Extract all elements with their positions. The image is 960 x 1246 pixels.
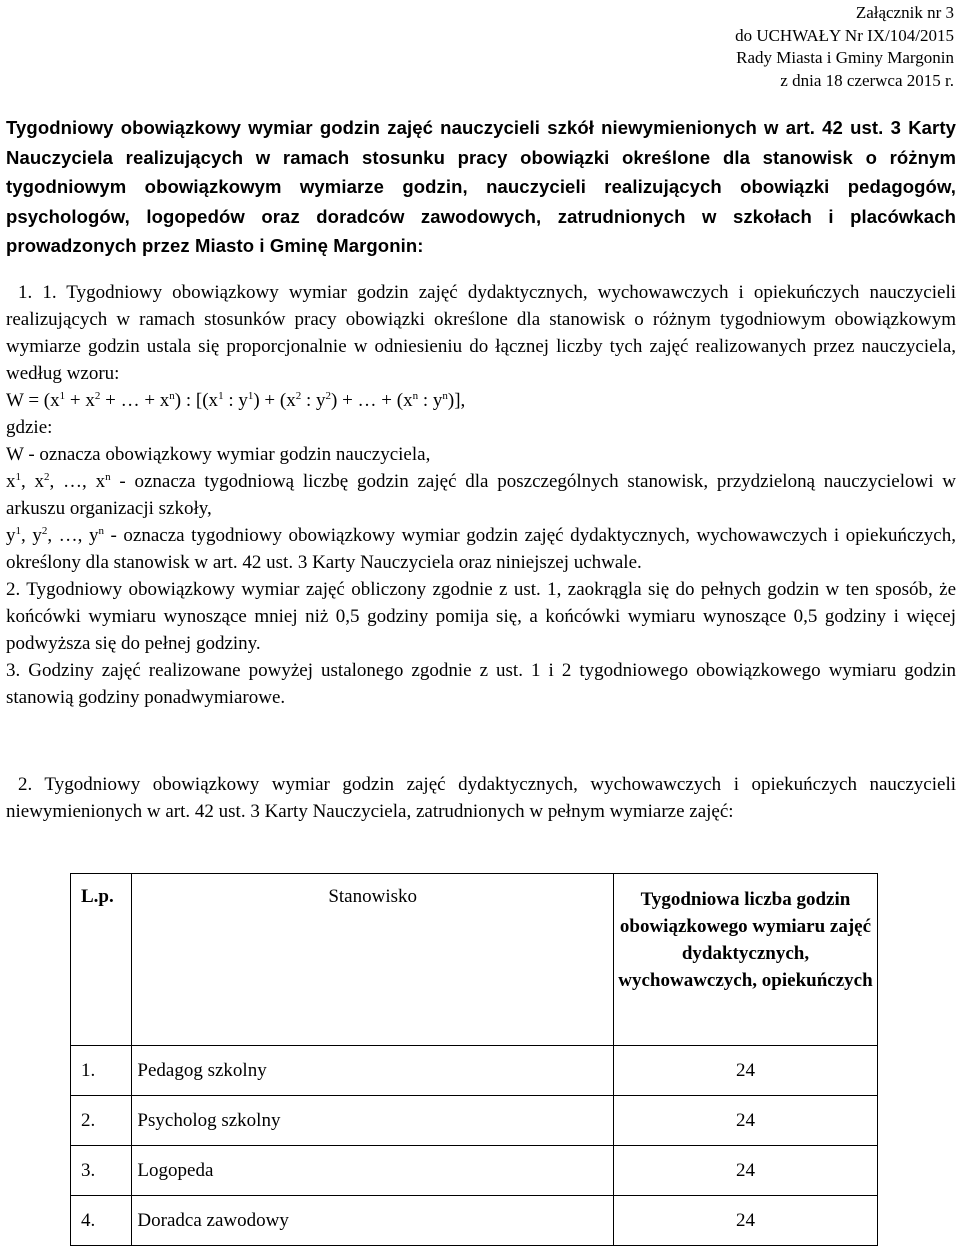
header-lp: L.p.: [71, 874, 132, 1046]
formula: $W = (x^1 + x^2$ + … + $x^n$) : [($x^1$ : $y^1) + (x^2$ : $y^2$) + … + ($x^n$ : $y^n$)],: [6, 390, 466, 411]
definition-y: $y^1$, $y^2$, …, $y^n$ - oznacza tygodniowy obowiązkowy wymiar godzin zajęć dydaktycznych, wychowawczych i opiekuńczych, określony dla stanowisk w art. 42 ust. 3 Karty Nauczyciela oraz niniejszej uchwale.: [6, 525, 956, 573]
header-hours: Tygodniowa liczba godzin obowiązkowego wymiaru zajęć dydaktycznych, wychowawczych, opiekuńczych: [613, 874, 877, 1046]
attachment-header: [735, 2, 954, 92]
row-hours: 24: [613, 1096, 877, 1146]
section-1-paragraph-1: 1. 1. Tygodniowy obowiązkowy wymiar godzin zajęć dydaktycznych, wychowawczych i opiekuńczych nauczycieli realizujących w ramach stosunków pracy obowiązki określone dla stanowisk o różnym tygodniowym obowiązkowym wymiarze godzin ustala się proporcjonalnie w odniesieniu do łącznej liczby tych zajęć realizowanych przez nauczyciela, według wzoru:: [6, 282, 956, 384]
header-line-1: Załącznik nr 3: [855, 3, 954, 22]
header-line-2: do UCHWAŁY Nr IX/104/2015: [735, 25, 954, 45]
header-line-4: z dnia 18 czerwca 2015 r.: [780, 70, 954, 90]
row-number: 1.: [71, 1046, 132, 1096]
table-row: [71, 1146, 878, 1196]
section-2: [6, 771, 956, 825]
table-row: [71, 1196, 878, 1246]
header-line-3: Rady Miasta i Gminy Margonin: [736, 48, 954, 67]
positions-table: [70, 873, 878, 1246]
section-1-paragraph-3: 3. Godziny zajęć realizowane powyżej ustalonego zgodnie z ust. 1 i 2 tygodniowego obowiązkowego wymiaru godzin stanowią godziny ponadwymiarowe.: [6, 660, 956, 708]
row-number: 4.: [71, 1196, 132, 1246]
header-stanowisko: Stanowisko: [132, 874, 614, 1046]
row-number: 3.: [71, 1146, 132, 1196]
row-hours: 24: [613, 1196, 877, 1246]
row-hours: 24: [613, 1146, 877, 1196]
definition-w: W - oznacza obowiązkowy wymiar godzin nauczyciela,: [6, 444, 431, 465]
row-position: Pedagog szkolny: [132, 1046, 614, 1096]
row-position: Doradca zawodowy: [132, 1196, 614, 1246]
section-1: [6, 279, 956, 711]
gdzie-label: gdzie:: [6, 417, 53, 438]
row-position: Logopeda: [132, 1146, 614, 1196]
document-title: Tygodniowy obowiązkowy wymiar godzin zajęć nauczycieli szkół niewymienionych w art. 42 ust. 3 Karty Nauczyciela realizujących w ramach stosunku pracy obowiązki określone dla stanowisk o różnym tygodniowym obowiązkowym wymiarze godzin, nauczycieli realizujących obowiązki pedagogów, psychologów, logopedów oraz doradców zawodowych, zatrudnionych w szkołach i placówkach prowadzonych przez Miasto i Gminę Margonin:: [6, 117, 956, 256]
row-hours: 24: [613, 1046, 877, 1096]
row-position: Psycholog szkolny: [132, 1096, 614, 1146]
section-1-paragraph-2: 2. Tygodniowy obowiązkowy wymiar zajęć obliczony zgodnie z ust. 1, zaokrągla się do pełnych godzin w ten sposób, że końcówki wymiaru wynoszące mniej niż 0,5 godziny pomija się, a końcówki wymiaru wynoszące 0,5 godziny i więcej podwyższa się do pełnej godziny.: [6, 579, 956, 654]
section-2-paragraph: 2. Tygodniowy obowiązkowy wymiar godzin zajęć dydaktycznych, wychowawczych i opiekuńczych nauczycieli niewymienionych w art. 42 ust. 3 Karty Nauczyciela, zatrudnionych w pełnym wymiarze zajęć:: [6, 774, 956, 822]
definition-x: $x^1$, $x^2$, …, $x^n$ - oznacza tygodniową liczbę godzin zajęć dla poszczególnych stanowisk, przydzieloną nauczycielowi w arkuszu organizacji szkoły,: [6, 471, 956, 519]
row-number: 2.: [71, 1096, 132, 1146]
table-row: [71, 1096, 878, 1146]
table-header-row: [71, 874, 878, 1046]
table-row: [71, 1046, 878, 1096]
